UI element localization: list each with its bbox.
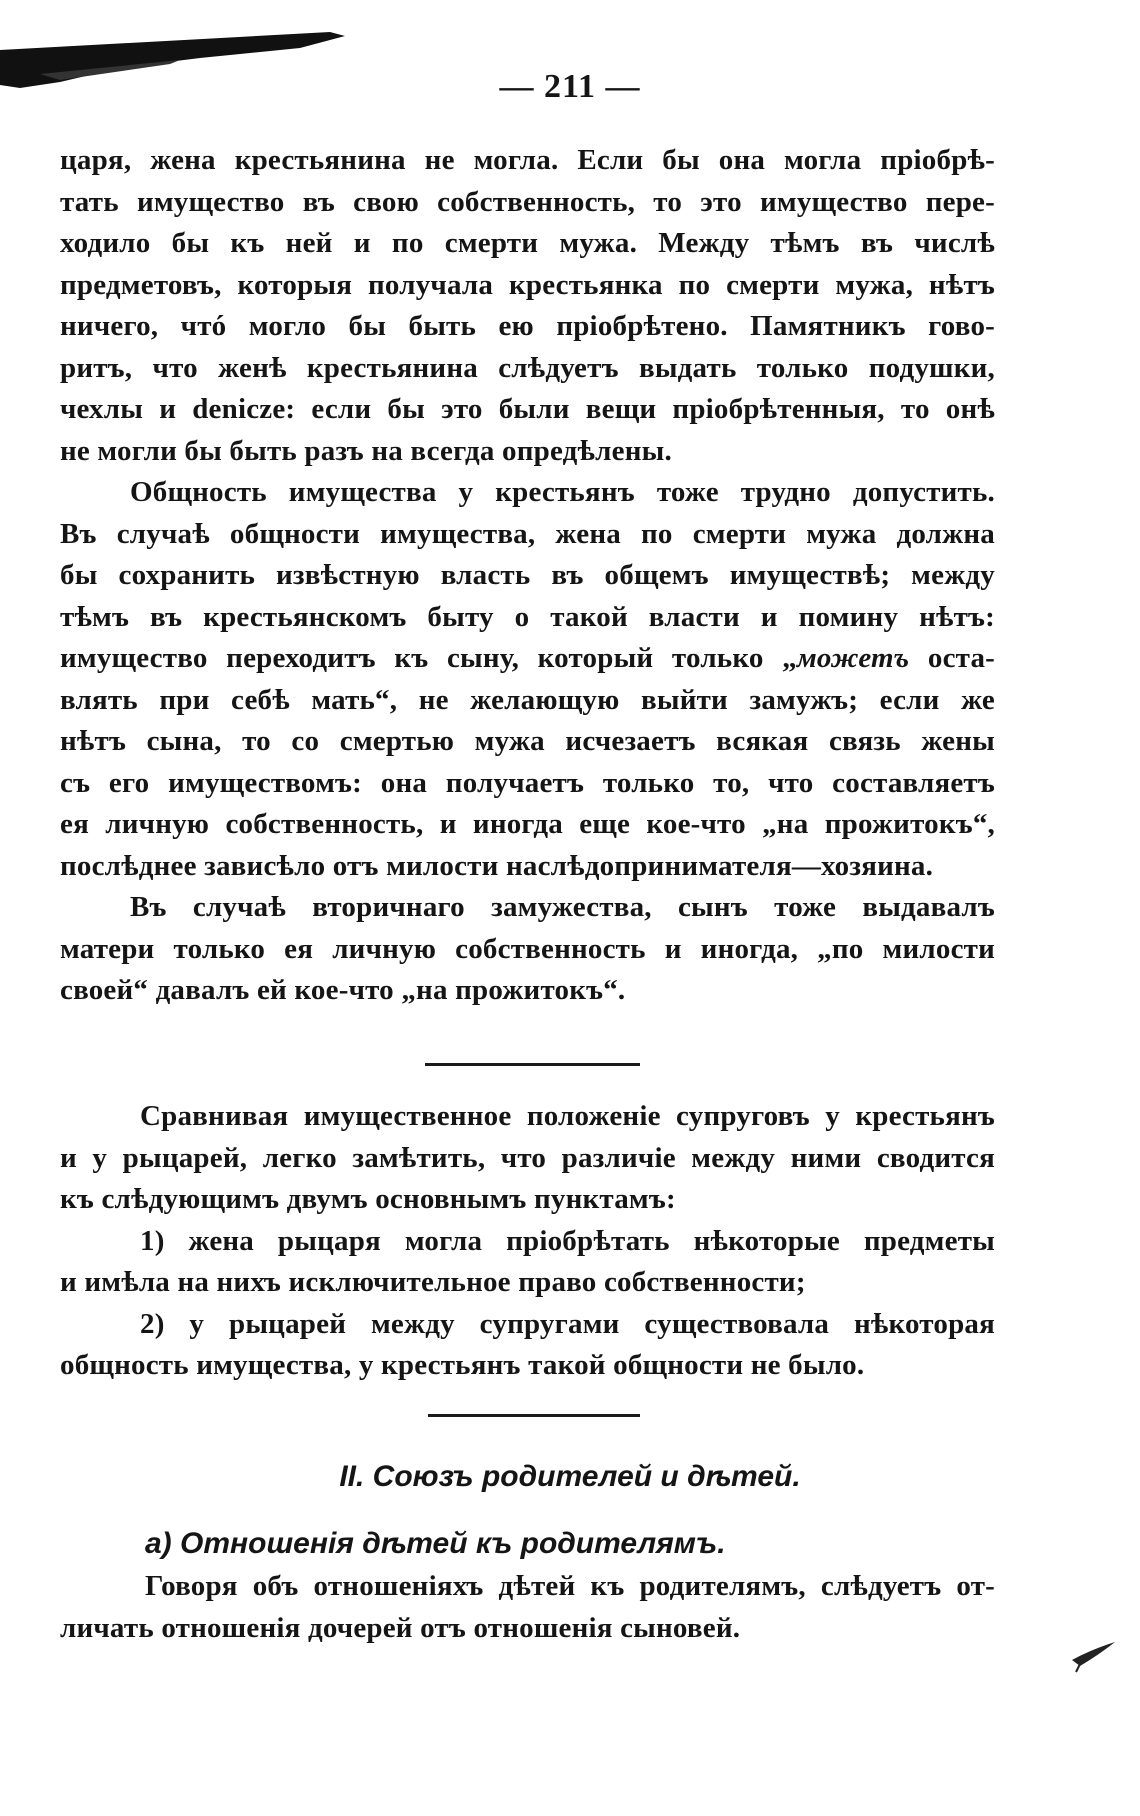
text-line: ритъ, что женѣ крестьянина слѣдуетъ выдать только подушки, — [60, 351, 995, 384]
text-line: Въ случаѣ вторичнаго замужества, сынъ тоже выдавалъ — [130, 891, 995, 923]
paragraph-1 — [60, 140, 995, 472]
text-line — [60, 638, 995, 680]
text-line: и у рыцарей, легко замѣтить, что различіе между ними сводится — [60, 1141, 995, 1174]
text-line: Общность имущества у крестьянъ тоже трудно допустить. — [130, 476, 995, 508]
text-line: личать отношенія дочерей отъ отношенія сыновей. — [60, 1611, 741, 1644]
list-item-2 — [60, 1304, 995, 1387]
text-line: общность имущества, у крестьянъ такой общности не было. — [60, 1349, 865, 1381]
text-line: ничего, чтó могло бы быть ею пріобрѣтено. Памятникъ гово- — [60, 310, 995, 342]
text-line: съ его имуществомъ: она получаетъ только то, что составляетъ — [60, 766, 995, 799]
section-divider — [428, 1414, 640, 1417]
text-line: Въ случаѣ общности имущества, жена по смерти мужа должна — [60, 517, 995, 550]
text-line: Сравнивая имущественное положеніе супруговъ у крестьянъ — [140, 1100, 995, 1132]
list-item-1 — [60, 1221, 995, 1304]
text-line: царя, жена крестьянина не могла. Если бы она могла пріобрѣ- — [60, 144, 995, 176]
text-line: къ слѣдующимъ двумъ основнымъ пунктамъ: — [60, 1183, 676, 1215]
text-line: Говоря объ отношеніяхъ дѣтей къ родителямъ, слѣдуетъ от- — [145, 1570, 995, 1602]
italic-word: можетъ — [796, 642, 910, 674]
text-line: бы сохранить извѣстную власть въ общемъ имуществѣ; между — [60, 559, 995, 591]
section-divider — [425, 1063, 640, 1066]
text-fragment: оста- — [909, 642, 995, 674]
text-line: и имѣла на нихъ исключительное право собственности; — [60, 1266, 806, 1298]
paragraph-2 — [60, 472, 995, 887]
subsection-heading: а) Отношенія дѣтей къ родителямъ. — [145, 1527, 726, 1560]
text-block-1 — [60, 140, 995, 1012]
text-line: ходило бы къ ней и по смерти мужа. Между тѣмъ въ числѣ — [60, 227, 995, 259]
page-number: — 211 — — [499, 68, 641, 105]
pen-stroke-icon — [1070, 1640, 1120, 1680]
text-line: нѣтъ сына, то со смертью мужа исчезаетъ всякая связь жены — [60, 725, 995, 757]
text-line: не могли бы быть разъ на всегда опредѣлены. — [60, 434, 672, 467]
paragraph-4 — [60, 1096, 995, 1221]
text-line: тѣмъ въ крестьянскомъ быту о такой власти и помину нѣтъ: — [60, 600, 995, 633]
text-line: влять при себѣ мать“, не желающую выйти замужъ; если же — [60, 683, 995, 716]
section-heading: II. Союзъ родителей и дѣтей. — [339, 1460, 801, 1493]
text-line: своей“ давалъ ей кое-что „на прожитокъ“. — [60, 974, 626, 1006]
paragraph-3 — [60, 887, 995, 1012]
text-line: 1) жена рыцаря могла пріобрѣтать нѣкоторые предметы — [140, 1224, 995, 1257]
paragraph-5 — [60, 1566, 995, 1649]
text-line: ея личную собственность, и иногда еще кое-что „на прожитокъ“, — [60, 808, 995, 840]
text-line: 2) у рыцарей между супругами существовала нѣкоторая — [140, 1307, 995, 1340]
text-line: послѣднее зависѣло отъ милости наслѣдопринимателя—хозяина. — [60, 849, 934, 882]
text-line: предметовъ, которыя получала крестьянка по смерти мужа, нѣтъ — [60, 268, 995, 301]
text-line: чехлы и denicze: если бы это были вещи пріобрѣтенныя, то онѣ — [60, 393, 995, 425]
text-fragment: имущество переходитъ къ сыну, который только „ — [60, 642, 797, 674]
text-block-2 — [60, 1096, 995, 1387]
text-line: тать имущество въ свою собственность, то это имущество пере- — [60, 185, 995, 218]
text-line: матери только ея личную собственность и иногда, „по милости — [60, 932, 995, 965]
text-block-3 — [60, 1566, 995, 1649]
